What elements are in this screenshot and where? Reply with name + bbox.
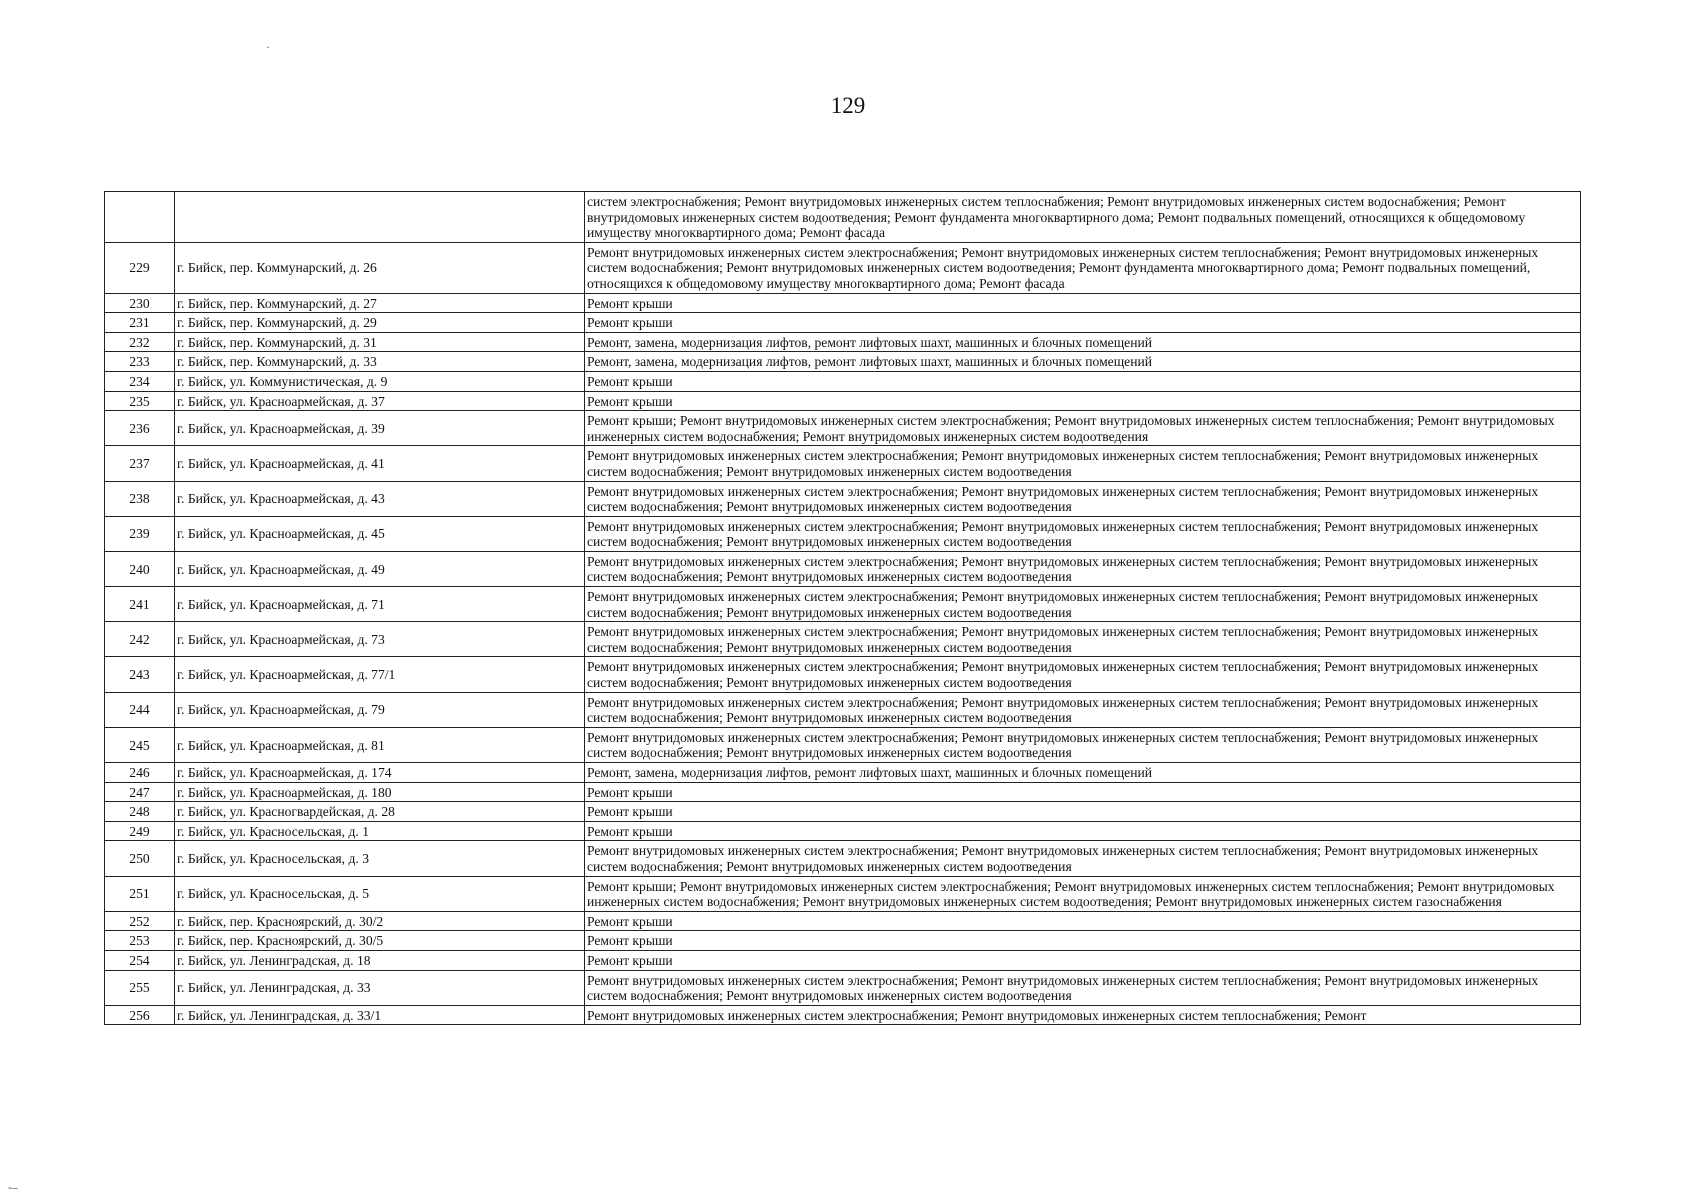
cell-works: Ремонт внутридомовых инженерных систем электроснабжения; Ремонт внутридомовых инженерных систем теплоснабжения; Ремонт внутридомовых инженерных систем водоснабжения; Ремонт внутридомовых инженерных систем водоотведения <box>585 481 1581 516</box>
cell-works: Ремонт крыши <box>585 931 1581 951</box>
cell-address: г. Бийск, ул. Красноармейская, д. 45 <box>175 516 585 551</box>
cell-address: г. Бийск, ул. Красносельская, д. 1 <box>175 821 585 841</box>
cell-address: г. Бийск, ул. Красносельская, д. 3 <box>175 841 585 876</box>
cell-works: Ремонт крыши <box>585 911 1581 931</box>
cell-address: г. Бийск, ул. Коммунистическая, д. 9 <box>175 371 585 391</box>
cell-number <box>105 192 175 243</box>
cell-number: 256 <box>105 1005 175 1025</box>
repair-registry-table <box>104 191 1581 1025</box>
cell-number: 234 <box>105 371 175 391</box>
table-row <box>105 1005 1581 1025</box>
cell-number: 246 <box>105 763 175 783</box>
cell-works: Ремонт крыши <box>585 950 1581 970</box>
cell-address <box>175 192 585 243</box>
cell-address: г. Бийск, ул. Красноармейская, д. 180 <box>175 782 585 802</box>
cell-address: г. Бийск, ул. Красноармейская, д. 37 <box>175 391 585 411</box>
cell-works: Ремонт внутридомовых инженерных систем электроснабжения; Ремонт внутридомовых инженерных систем теплоснабжения; Ремонт внутридомовых инженерных систем водоснабжения; Ремонт внутридомовых инженерных систем водоотведения <box>585 970 1581 1005</box>
cell-works: Ремонт внутридомовых инженерных систем электроснабжения; Ремонт внутридомовых инженерных систем теплоснабжения; Ремонт внутридомовых инженерных систем водоснабжения; Ремонт внутридомовых инженерных систем водоотведения; Ремонт фундамента многоквартирного дома; Ремонт подвальных помещений, относящихся к общедомовому имуществу многоквартирного дома; Ремонт фасада <box>585 242 1581 293</box>
cell-number: 250 <box>105 841 175 876</box>
cell-address: г. Бийск, ул. Красноармейская, д. 73 <box>175 622 585 657</box>
cell-address: г. Бийск, пер. Коммунарский, д. 29 <box>175 313 585 333</box>
cell-works: Ремонт внутридомовых инженерных систем электроснабжения; Ремонт внутридомовых инженерных систем теплоснабжения; Ремонт внутридомовых инженерных систем водоснабжения; Ремонт внутридомовых инженерных систем водоотведения <box>585 622 1581 657</box>
cell-works: Ремонт, замена, модернизация лифтов, ремонт лифтовых шахт, машинных и блочных помещений <box>585 763 1581 783</box>
cell-works: Ремонт, замена, модернизация лифтов, ремонт лифтовых шахт, машинных и блочных помещений <box>585 352 1581 372</box>
cell-works: Ремонт крыши <box>585 313 1581 333</box>
table-row <box>105 352 1581 372</box>
cell-works: Ремонт крыши <box>585 821 1581 841</box>
cell-number: 243 <box>105 657 175 692</box>
cell-address: г. Бийск, ул. Красноармейская, д. 174 <box>175 763 585 783</box>
cell-address: г. Бийск, ул. Красноармейская, д. 41 <box>175 446 585 481</box>
cell-number: 251 <box>105 876 175 911</box>
table-row <box>105 332 1581 352</box>
cell-address: г. Бийск, ул. Красноармейская, д. 71 <box>175 587 585 622</box>
cell-works: Ремонт внутридомовых инженерных систем электроснабжения; Ремонт внутридомовых инженерных систем теплоснабжения; Ремонт <box>585 1005 1581 1025</box>
cell-address: г. Бийск, пер. Красноярский, д. 30/5 <box>175 931 585 951</box>
table-row <box>105 446 1581 481</box>
table-row <box>105 911 1581 931</box>
cell-number: 231 <box>105 313 175 333</box>
cell-address: г. Бийск, ул. Красносельская, д. 5 <box>175 876 585 911</box>
cell-number: 233 <box>105 352 175 372</box>
cell-number: 252 <box>105 911 175 931</box>
cell-works: Ремонт крыши <box>585 371 1581 391</box>
table-row <box>105 313 1581 333</box>
table-row <box>105 516 1581 551</box>
cell-address: г. Бийск, пер. Коммунарский, д. 26 <box>175 242 585 293</box>
table-row <box>105 587 1581 622</box>
cell-number: 247 <box>105 782 175 802</box>
table-row <box>105 622 1581 657</box>
scan-speck: ‐– <box>8 1180 18 1194</box>
table-row <box>105 551 1581 586</box>
table-row <box>105 876 1581 911</box>
cell-number: 242 <box>105 622 175 657</box>
table-row <box>105 763 1581 783</box>
cell-works: систем электроснабжения; Ремонт внутридомовых инженерных систем теплоснабжения; Ремонт внутридомовых инженерных систем водоснабжения; Ремонт внутридомовых инженерных систем водоотведения; Ремонт фундамента многоквартирного дома; Ремонт подвальных помещений, относящихся к общедомовому имуществу многоквартирного дома; Ремонт фасада <box>585 192 1581 243</box>
table-row <box>105 242 1581 293</box>
table-row <box>105 782 1581 802</box>
cell-number: 236 <box>105 411 175 446</box>
cell-number: 237 <box>105 446 175 481</box>
cell-number: 238 <box>105 481 175 516</box>
cell-works: Ремонт крыши <box>585 293 1581 313</box>
cell-works: Ремонт внутридомовых инженерных систем электроснабжения; Ремонт внутридомовых инженерных систем теплоснабжения; Ремонт внутридомовых инженерных систем водоснабжения; Ремонт внутридомовых инженерных систем водоотведения <box>585 692 1581 727</box>
cell-address: г. Бийск, ул. Красноармейская, д. 49 <box>175 551 585 586</box>
cell-number: 240 <box>105 551 175 586</box>
cell-works: Ремонт внутридомовых инженерных систем электроснабжения; Ремонт внутридомовых инженерных систем теплоснабжения; Ремонт внутридомовых инженерных систем водоснабжения; Ремонт внутридомовых инженерных систем водоотведения <box>585 587 1581 622</box>
cell-works: Ремонт крыши; Ремонт внутридомовых инженерных систем электроснабжения; Ремонт внутридомовых инженерных систем теплоснабжения; Ремонт внутридомовых инженерных систем водоснабжения; Ремонт внутридомовых инженерных систем водоотведения; Ремонт внутридомовых инженерных систем газоснабжения <box>585 876 1581 911</box>
cell-number: 230 <box>105 293 175 313</box>
cell-number: 245 <box>105 727 175 762</box>
cell-number: 254 <box>105 950 175 970</box>
cell-works: Ремонт крыши <box>585 391 1581 411</box>
cell-number: 241 <box>105 587 175 622</box>
cell-number: 244 <box>105 692 175 727</box>
cell-address: г. Бийск, ул. Красноармейская, д. 43 <box>175 481 585 516</box>
scan-speck: · <box>266 40 270 54</box>
table-row <box>105 970 1581 1005</box>
cell-address: г. Бийск, ул. Красноармейская, д. 77/1 <box>175 657 585 692</box>
cell-address: г. Бийск, пер. Коммунарский, д. 31 <box>175 332 585 352</box>
cell-number: 255 <box>105 970 175 1005</box>
cell-number: 249 <box>105 821 175 841</box>
cell-number: 232 <box>105 332 175 352</box>
table-row <box>105 657 1581 692</box>
page-number: 129 <box>830 93 866 118</box>
cell-address: г. Бийск, пер. Коммунарский, д. 27 <box>175 293 585 313</box>
cell-works: Ремонт крыши <box>585 782 1581 802</box>
cell-works: Ремонт внутридомовых инженерных систем электроснабжения; Ремонт внутридомовых инженерных систем теплоснабжения; Ремонт внутридомовых инженерных систем водоснабжения; Ремонт внутридомовых инженерных систем водоотведения <box>585 841 1581 876</box>
cell-address: г. Бийск, ул. Ленинградская, д. 18 <box>175 950 585 970</box>
cell-works: Ремонт внутридомовых инженерных систем электроснабжения; Ремонт внутридомовых инженерных систем теплоснабжения; Ремонт внутридомовых инженерных систем водоснабжения; Ремонт внутридомовых инженерных систем водоотведения <box>585 727 1581 762</box>
table-row <box>105 950 1581 970</box>
table-row <box>105 481 1581 516</box>
table-row <box>105 802 1581 822</box>
cell-address: г. Бийск, ул. Красноармейская, д. 81 <box>175 727 585 762</box>
cell-number: 248 <box>105 802 175 822</box>
cell-address: г. Бийск, ул. Ленинградская, д. 33 <box>175 970 585 1005</box>
cell-address: г. Бийск, ул. Красногвардейская, д. 28 <box>175 802 585 822</box>
cell-address: г. Бийск, ул. Ленинградская, д. 33/1 <box>175 1005 585 1025</box>
table-row <box>105 692 1581 727</box>
cell-address: г. Бийск, пер. Коммунарский, д. 33 <box>175 352 585 372</box>
cell-works: Ремонт крыши; Ремонт внутридомовых инженерных систем электроснабжения; Ремонт внутридомовых инженерных систем теплоснабжения; Ремонт внутридомовых инженерных систем водоснабжения; Ремонт внутридомовых инженерных систем водоотведения <box>585 411 1581 446</box>
cell-works: Ремонт внутридомовых инженерных систем электроснабжения; Ремонт внутридомовых инженерных систем теплоснабжения; Ремонт внутридомовых инженерных систем водоснабжения; Ремонт внутридомовых инженерных систем водоотведения <box>585 657 1581 692</box>
cell-address: г. Бийск, пер. Красноярский, д. 30/2 <box>175 911 585 931</box>
cell-address: г. Бийск, ул. Красноармейская, д. 39 <box>175 411 585 446</box>
cell-works: Ремонт, замена, модернизация лифтов, ремонт лифтовых шахт, машинных и блочных помещений <box>585 332 1581 352</box>
table-row <box>105 391 1581 411</box>
table-row <box>105 821 1581 841</box>
cell-address: г. Бийск, ул. Красноармейская, д. 79 <box>175 692 585 727</box>
cell-number: 229 <box>105 242 175 293</box>
cell-works: Ремонт внутридомовых инженерных систем электроснабжения; Ремонт внутридомовых инженерных систем теплоснабжения; Ремонт внутридомовых инженерных систем водоснабжения; Ремонт внутридомовых инженерных систем водоотведения <box>585 516 1581 551</box>
table-row <box>105 192 1581 243</box>
cell-works: Ремонт внутридомовых инженерных систем электроснабжения; Ремонт внутридомовых инженерных систем теплоснабжения; Ремонт внутридомовых инженерных систем водоснабжения; Ремонт внутридомовых инженерных систем водоотведения <box>585 551 1581 586</box>
table-row <box>105 293 1581 313</box>
table-row <box>105 371 1581 391</box>
table-body <box>105 192 1581 1025</box>
cell-works: Ремонт крыши <box>585 802 1581 822</box>
table-row <box>105 411 1581 446</box>
table-row <box>105 727 1581 762</box>
table-row <box>105 841 1581 876</box>
cell-number: 239 <box>105 516 175 551</box>
table-row <box>105 931 1581 951</box>
cell-number: 253 <box>105 931 175 951</box>
cell-number: 235 <box>105 391 175 411</box>
cell-works: Ремонт внутридомовых инженерных систем электроснабжения; Ремонт внутридомовых инженерных систем теплоснабжения; Ремонт внутридомовых инженерных систем водоснабжения; Ремонт внутридомовых инженерных систем водоотведения <box>585 446 1581 481</box>
